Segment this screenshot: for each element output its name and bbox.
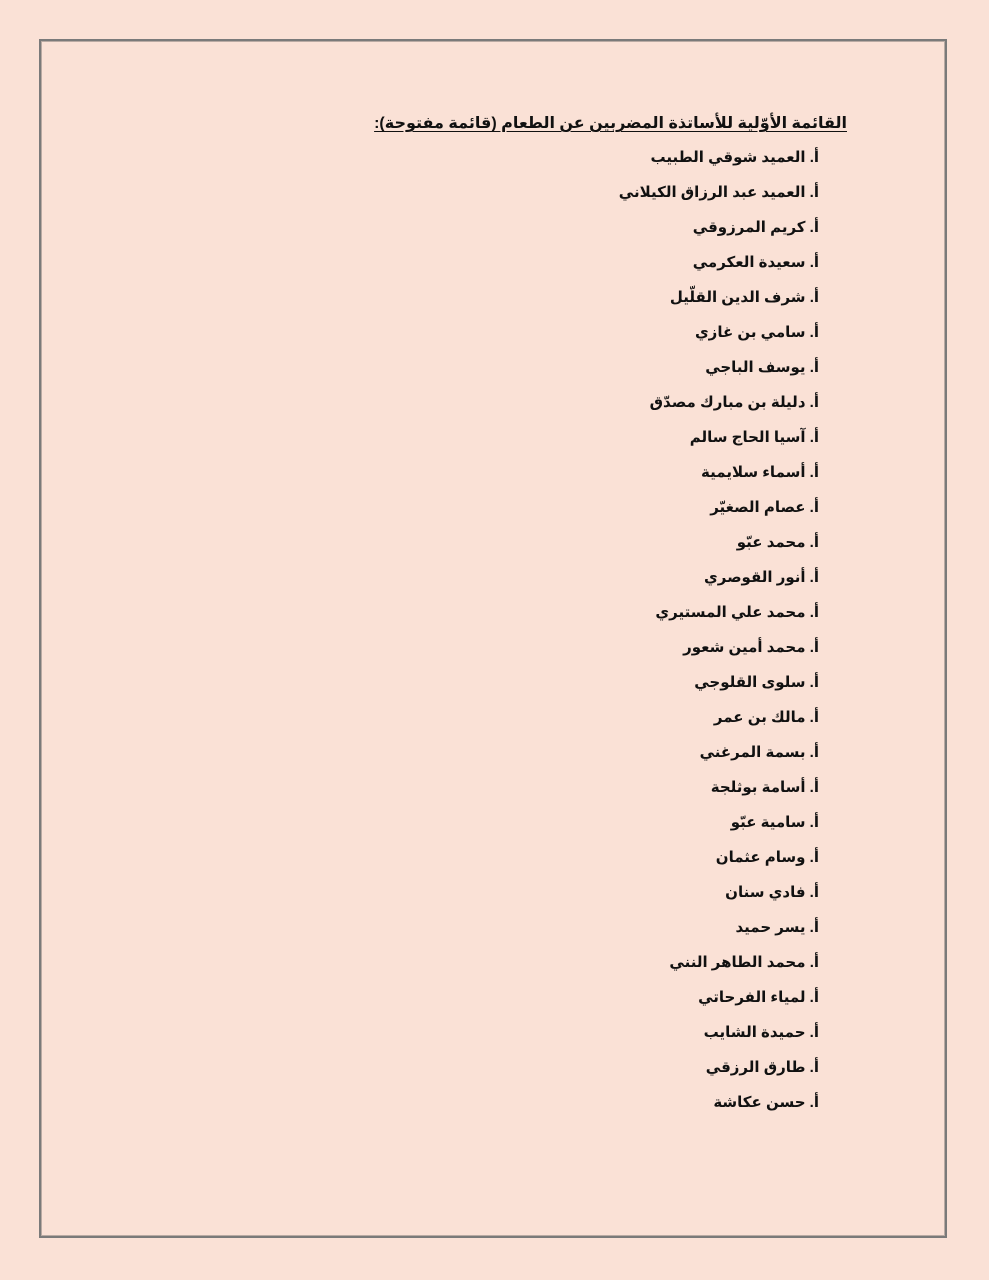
list-item: أ. دليلة بن مبارك مصدّق xyxy=(649,394,819,411)
list-item: أ. بسمة المرغني xyxy=(699,744,819,761)
list-item: أ. سامي بن غازي xyxy=(694,324,819,341)
list-item: أ. آسيا الحاج سالم xyxy=(689,429,819,446)
list-item: أ. سامية عبّو xyxy=(730,814,819,831)
list-item: أ. وسام عثمان xyxy=(715,849,819,866)
list-item: أ. فادي سنان xyxy=(725,884,819,901)
list-item: أ. محمد أمين شعور xyxy=(683,639,819,656)
list-item: أ. عصام الصغيّر xyxy=(710,499,819,516)
list-item: أ. أسامة بوثلجة xyxy=(710,779,819,796)
list-item: أ. يسر حميد xyxy=(735,919,819,936)
list-item: أ. كريم المرزوقي xyxy=(692,219,819,236)
list-item: أ. مالك بن عمر xyxy=(713,709,819,726)
list-item: أ. سلوى القلوجي xyxy=(694,674,819,691)
list-item: أ. يوسف الباجي xyxy=(705,359,819,376)
list-item: أ. حسن عكاشة xyxy=(713,1094,819,1111)
list-item: أ. العميد شوقي الطبيب xyxy=(650,149,819,166)
list-item: أ. شرف الدين القلّيل xyxy=(669,289,819,306)
list-item: أ. حميدة الشايب xyxy=(703,1024,819,1041)
list-item: أ. محمد عبّو xyxy=(736,534,819,551)
list-item: أ. العميد عبد الرزاق الكيلاني xyxy=(618,184,819,201)
list-item: أ. لمياء الفرحاتي xyxy=(698,989,819,1006)
names-list xyxy=(374,147,847,1127)
list-item: أ. محمد الطاهر النني xyxy=(669,954,819,971)
list-item: أ. أسماء سلايمية xyxy=(701,464,819,481)
list-title: القائمة الأوّلية للأساتذة المضربين عن الطعام (قائمة مفتوحة): xyxy=(374,115,847,132)
list-item: أ. محمد علي المستيري xyxy=(655,604,819,621)
list-item: أ. طارق الرزقي xyxy=(705,1059,819,1076)
list-item: أ. أنور القوصري xyxy=(703,569,819,586)
document-content xyxy=(374,113,847,1127)
list-item: أ. سعيدة العكرمي xyxy=(692,254,819,271)
